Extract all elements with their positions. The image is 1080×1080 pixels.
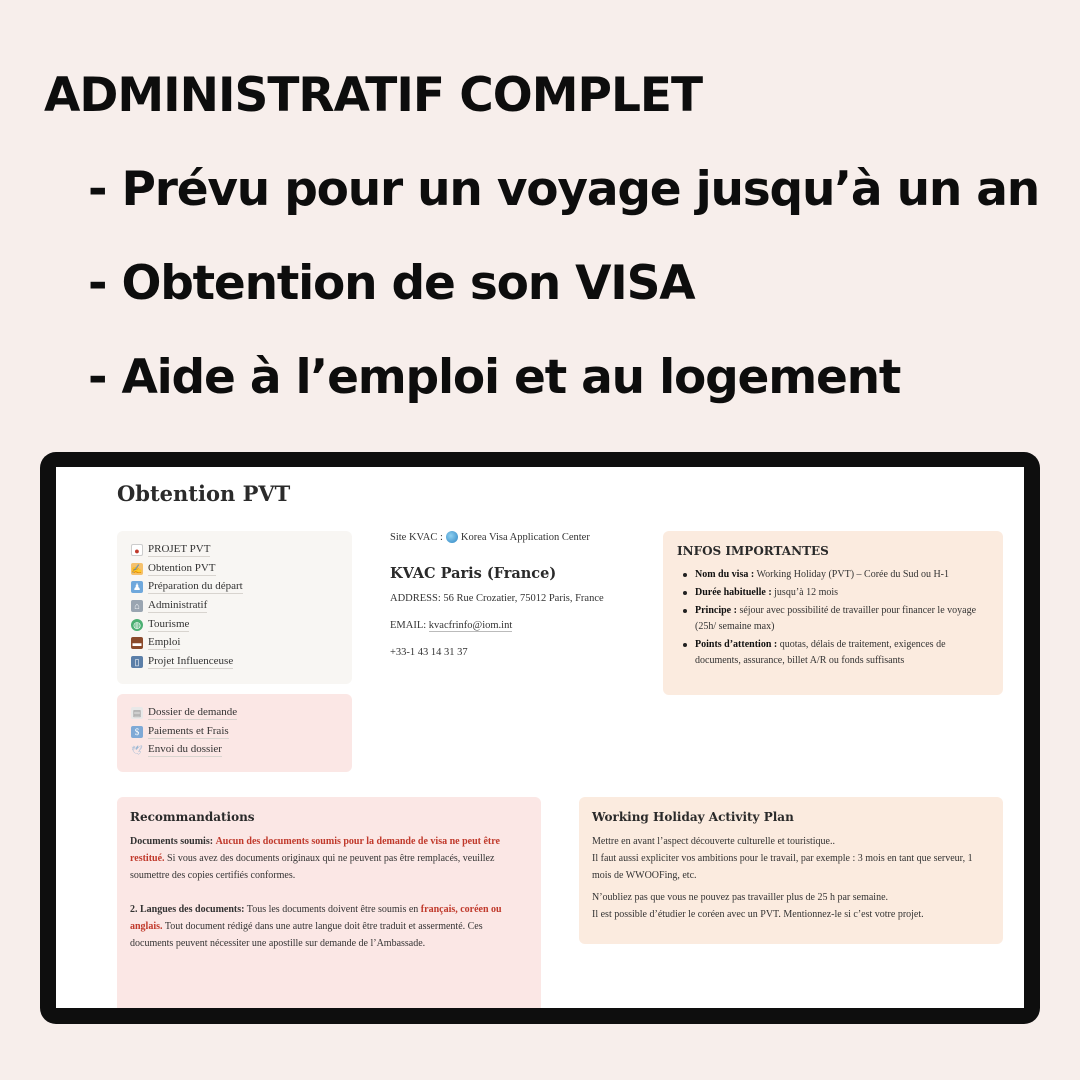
kvac-site-link[interactable]: Korea Visa Application Center <box>460 531 590 543</box>
reco-p2-languages: français, coréen ou anglais. <box>130 904 502 932</box>
kvac-address: ADDRESS: 56 Rue Crozatier, 75012 Paris, France <box>390 593 604 604</box>
list-item <box>683 585 989 601</box>
infos-title: INFOS IMPORTANTES <box>677 544 829 558</box>
info-text: séjour avec possibilité de travailler pour financer le voyage (25h/ semaine max) <box>695 605 977 632</box>
nav-item-paiements-frais[interactable] <box>131 723 338 742</box>
reco-title: Recommandations <box>130 810 255 824</box>
kvac-email-label: EMAIL: <box>390 620 427 631</box>
reco-p2-label: 2. Langues des documents: <box>130 904 245 915</box>
kvac-email-line <box>390 620 650 631</box>
nav-item-label: Projet Influenceuse <box>148 654 234 667</box>
info-text: Working Holiday (PVT) – Corée du Sud ou H-1 <box>754 569 950 580</box>
reco-p2-text-b: Tout document rédigé dans une autre langue doit être traduit et assermenté. Ces documents peuvent nécessiter une apostille sur demande de l’Ambassade. <box>130 921 483 949</box>
person-luggage-icon: ♟ <box>132 582 142 593</box>
info-label: Nom du visa : <box>695 569 755 580</box>
page-title: Obtention PVT <box>117 481 291 506</box>
info-text: jusqu’à 12 mois <box>771 587 839 598</box>
reco-p1-label: Documents soumis: <box>130 836 214 847</box>
nav-item-label: Préparation du départ <box>148 580 243 593</box>
nav-item-preparation-depart[interactable] <box>131 578 338 597</box>
info-label: Points d’attention : <box>695 639 778 650</box>
nav-item-tourisme[interactable] <box>131 615 338 634</box>
nav-item-label: Dossier de demande <box>148 706 238 719</box>
whap-title: Working Holiday Activity Plan <box>592 810 794 824</box>
info-label: Principe : <box>695 605 737 616</box>
reco-paragraph-documents <box>130 833 528 884</box>
nav-item-label: Administratif <box>148 599 208 612</box>
promo-bullet-help: - Aide à l’emploi et au logement <box>88 350 901 405</box>
reco-p2-text-a: Tous les documents doivent être soumis en <box>244 904 421 915</box>
main-navigation <box>117 531 352 684</box>
globe-icon <box>446 531 458 543</box>
kvac-contact <box>390 531 650 658</box>
promo-bullet-visa: - Obtention de son VISA <box>88 256 695 311</box>
infos-importantes-callout <box>663 531 1003 695</box>
sub-navigation <box>117 694 352 772</box>
info-label: Durée habituelle : <box>695 587 772 598</box>
nav-item-label: Emploi <box>148 636 181 649</box>
kvac-site-label: Site KVAC : <box>390 531 443 543</box>
nav-item-projet-influenceuse[interactable] <box>131 653 338 672</box>
notion-page <box>56 467 1024 1008</box>
whap-line: Mettre en avant l’aspect découverte culturelle et touristique.. <box>592 836 835 847</box>
nav-item-label: Paiements et Frais <box>148 724 229 737</box>
whap-line: N’oubliez pas que vous ne pouvez pas travailler plus de 25 h par semaine. <box>592 892 889 903</box>
nav-item-label: PROJET PVT <box>148 543 211 556</box>
korea-flag-icon: ● <box>131 544 143 556</box>
working-holiday-plan-callout <box>579 797 1003 944</box>
promo-headline: ADMINISTRATIF COMPLET <box>44 68 703 123</box>
bird-icon: 🕊 <box>131 745 143 756</box>
reco-p1-warning: Aucun des documents soumis pour la demande de visa ne peut être restitué. <box>130 836 500 864</box>
nav-item-administratif[interactable] <box>131 597 338 616</box>
nav-item-obtention-pvt[interactable] <box>131 560 338 579</box>
info-text: quotas, délais de traitement, exigences de documents, assurance, billet A/R ou fonds suffisants <box>695 639 946 666</box>
whap-line: Il faut aussi expliciter vos ambitions pour le travail, par exemple : 3 mois en tant que serveur, 1 mois de WWOOFing, etc. <box>592 853 973 881</box>
money-icon: $ <box>131 726 143 738</box>
reco-paragraph-langues <box>130 901 528 952</box>
nav-item-label: Tourisme <box>148 617 190 630</box>
document-icon: ▤ <box>132 708 142 719</box>
hand-writing-icon: ✍ <box>131 563 143 574</box>
nav-item-dossier-demande[interactable] <box>131 704 338 723</box>
briefcase-icon: ▬ <box>132 638 142 649</box>
kvac-email-link[interactable]: kvacfrinfo@iom.int <box>428 620 513 631</box>
house-icon: ⌂ <box>131 600 143 612</box>
nav-item-label: Envoi du dossier <box>148 743 222 756</box>
list-item <box>683 603 989 635</box>
list-item <box>683 637 989 669</box>
nav-item-envoi-dossier[interactable] <box>131 741 338 760</box>
list-item <box>683 567 989 583</box>
nav-item-projet-pvt[interactable] <box>131 541 338 560</box>
recommandations-callout <box>117 797 541 1008</box>
nav-item-label: Obtention PVT <box>148 561 216 574</box>
promo-bullet-duration: - Prévu pour un voyage jusqu’à un an <box>88 162 1040 217</box>
phone-icon: ▯ <box>131 656 143 668</box>
nav-item-emploi[interactable] <box>131 634 338 653</box>
kvac-phone: +33-1 43 14 31 37 <box>390 647 468 658</box>
whap-line: Il est possible d’étudier le coréen avec un PVT. Mentionnez-le si c’est votre projet. <box>592 909 924 920</box>
kvac-heading: KVAC Paris (France) <box>390 565 557 582</box>
infos-list <box>677 567 989 669</box>
reco-p1-text: Si vous avez des documents originaux qui ne peuvent pas être remplacés, veuillez soumettre des copies certifiés conformes. <box>130 853 495 881</box>
kvac-site-line <box>390 531 650 543</box>
globe-icon: ◍ <box>131 619 143 631</box>
